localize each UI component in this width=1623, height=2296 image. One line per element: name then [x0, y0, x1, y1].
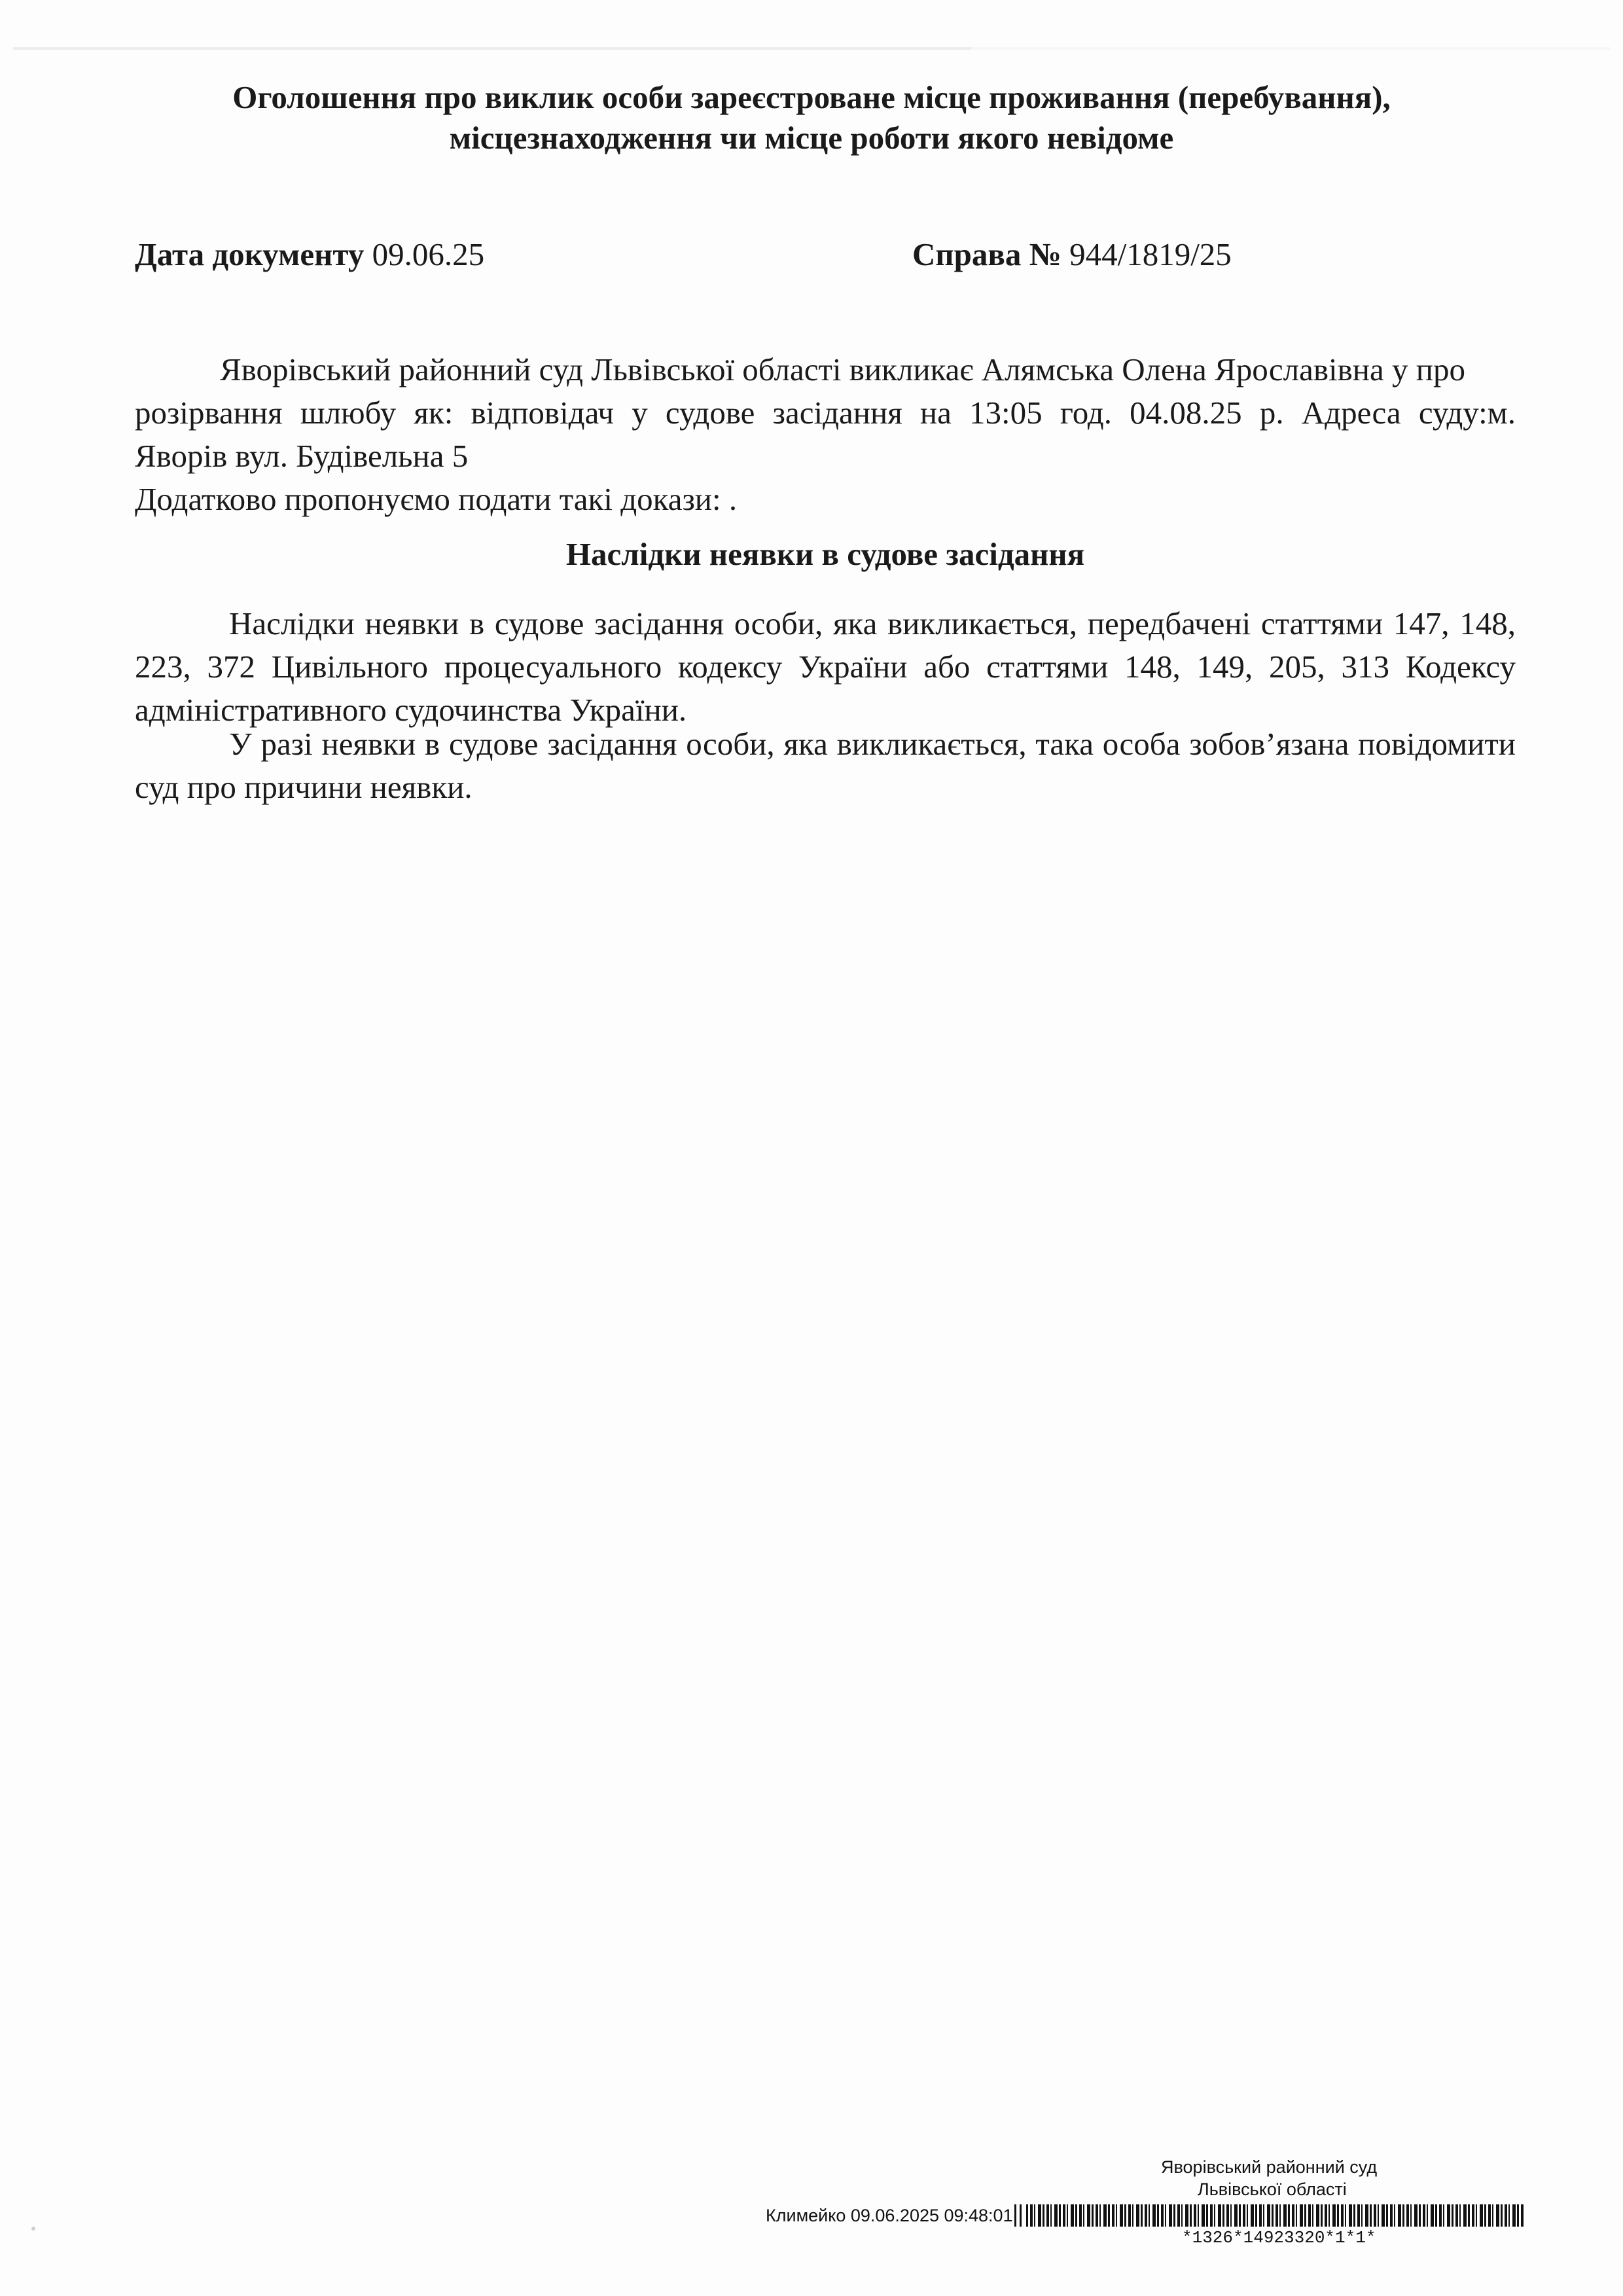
document-date	[135, 234, 484, 275]
consequences-paragraph-2: У разі неявки в судове засідання особи, яка викликається, така особа зобов’язана повідомити суд про причини неявки.	[135, 726, 1516, 805]
signer-timestamp: Климейко 09.06.2025 09:48:01	[766, 2206, 1013, 2225]
summons-paragraph	[135, 348, 1516, 521]
additional-evidence-line: Додатково пропонуємо подати такі докази: .	[135, 481, 738, 517]
case-number-value: 944/1819/25	[1069, 236, 1232, 272]
case-number-label: Справа №	[912, 236, 1061, 272]
court-stamp-line-1: Яворівський районний суд	[1161, 2157, 1378, 2177]
summons-line-2: розірвання шлюбу як: відповідач у судове засідання на 13:05 год. 04.08.25 р. Адреса суду:м.	[135, 395, 1516, 431]
court-address-line: Яворів вул. Будівельна 5	[135, 438, 469, 474]
barcode-code: *1326*14923320*1*1*	[1182, 2228, 1376, 2248]
barcode-tick-mark	[1020, 2204, 1022, 2227]
document-title-line-1: Оголошення про виклик особи зареєстроване місце проживання (перебування),	[232, 79, 1391, 115]
consequences-paragraph-1: Наслідки неявки в судове засідання особи, яка викликається, передбачені статтями 147, 148, 223, 372 Цивільного процесуального кодексу України або статтями 148, 149, 205, 313 Кодексу адміністративного судочинства України.	[135, 605, 1516, 728]
barcode-tick-mark	[1014, 2204, 1016, 2227]
scan-speck	[31, 2227, 35, 2231]
registration-barcode	[1026, 2204, 1524, 2227]
scan-edge-line	[13, 47, 1610, 50]
document-date-value: 09.06.25	[372, 236, 485, 272]
consequences-heading: Наслідки неявки в судове засідання	[565, 536, 1085, 572]
summons-line-1: Яворівський районний суд Львівської області викликає Алямська Олена Ярославівна у про	[220, 351, 1465, 387]
case-number	[912, 234, 1232, 275]
court-stamp-line-2: Львівської області	[1198, 2179, 1347, 2199]
document-title	[131, 77, 1492, 158]
document-date-label: Дата документу	[135, 236, 365, 272]
document-title-line-2: місцезнаходження чи місце роботи якого невідоме	[449, 120, 1174, 156]
